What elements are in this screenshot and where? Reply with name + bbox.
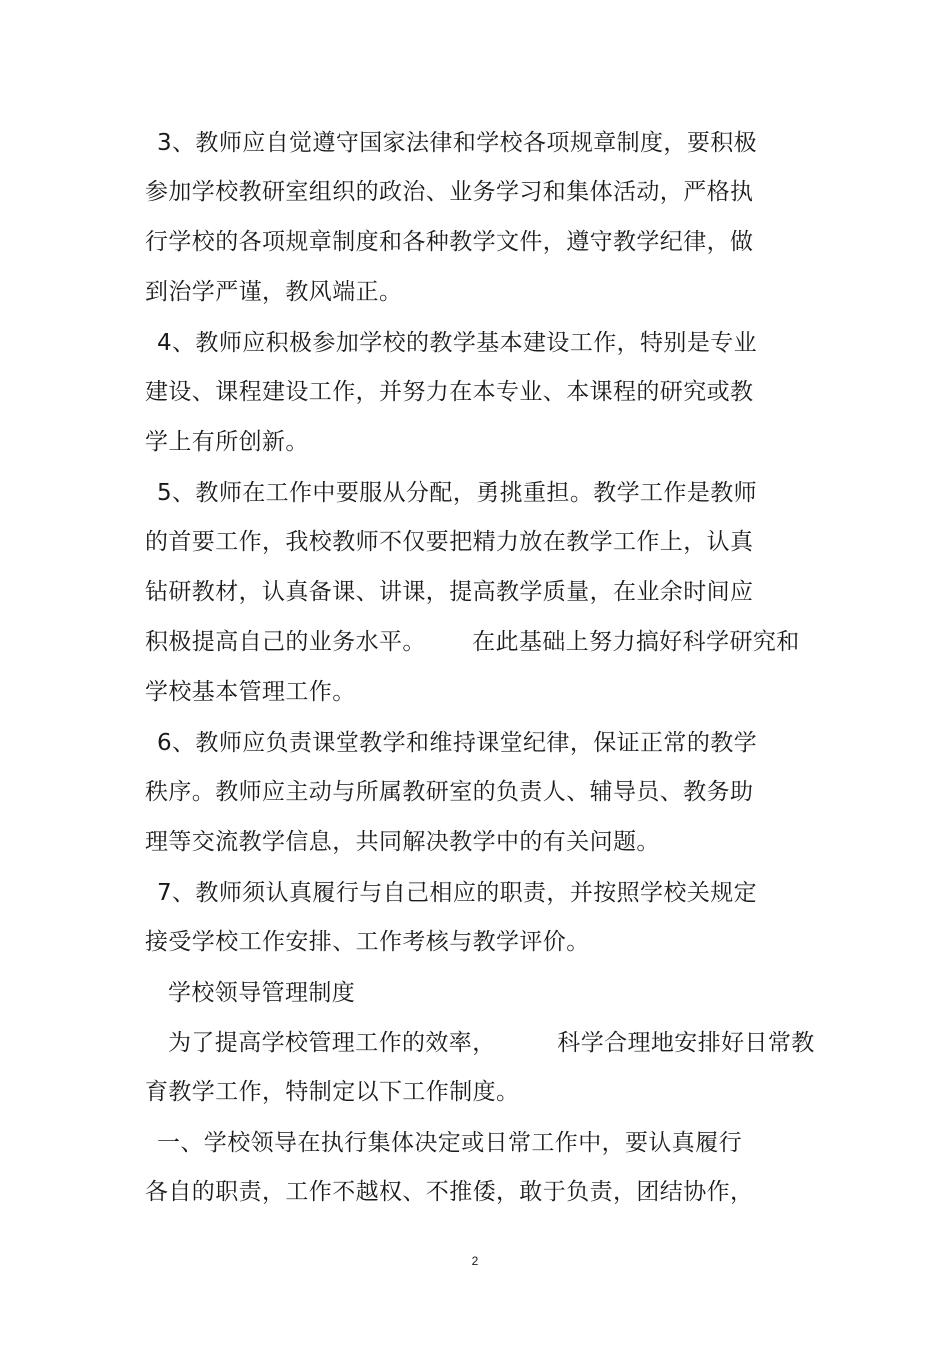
section-heading: 学校领导管理制度 [168,980,356,1006]
text-line: 4、教师应积极参加学校的教学基本建设工作，特别是专业 [157,330,758,356]
text-line: 钻研教材，认真备课、讲课，提高教学质量，在业余时间应 [145,579,754,605]
text-line: 各自的职责，工作不越权、不推倭，敢于负责，团结协作， [145,1179,754,1205]
text-line: 学上有所创新。 [145,429,309,455]
text-line: 的首要工作，我校教师不仅要把精力放在教学工作上，认真 [145,529,754,555]
text-line: 理等交流教学信息，共同解决教学中的有关问题。 [145,829,660,855]
text-line: 7、教师须认真履行与自己相应的职责，并按照学校关规定 [157,880,758,906]
text-line: 接受学校工作安排、工作考核与教学评价。 [145,929,590,955]
text-line: 育教学工作，特制定以下工作制度。 [145,1079,520,1105]
text-line: 一、学校领导在执行集体决定或日常工作中，要认真履行 [157,1130,742,1156]
text-line: 学校基本管理工作。 [145,679,356,705]
page-number: 2 [471,1254,479,1268]
text-line: 建设、课程建设工作，并努力在本专业、本课程的研究或教 [145,379,754,405]
text-line: 到治学严谨，教风端正。 [145,279,403,305]
text-line: 6、教师应负责课堂教学和维持课堂纪律，保证正常的教学 [157,730,758,756]
text-line: 参加学校教研室组织的政治、业务学习和集体活动，严格执 [145,179,754,205]
text-line: 3、教师应自觉遵守国家法律和学校各项规章制度，要积极 [157,130,758,156]
text-line: 积极提高自己的业务水平。 在此基础上努力搞好科学研究和 [145,629,800,655]
text-line: 5、教师在工作中要服从分配，勇挑重担。教学工作是教师 [157,480,758,506]
text-line: 行学校的各项规章制度和各种教学文件，遵守教学纪律，做 [145,229,754,255]
text-line: 秩序。教师应主动与所属教研室的负责人、辅导员、教务助 [145,779,754,805]
text-line: 为了提高学校管理工作的效率， 科学合理地安排好日常教 [168,1030,815,1056]
